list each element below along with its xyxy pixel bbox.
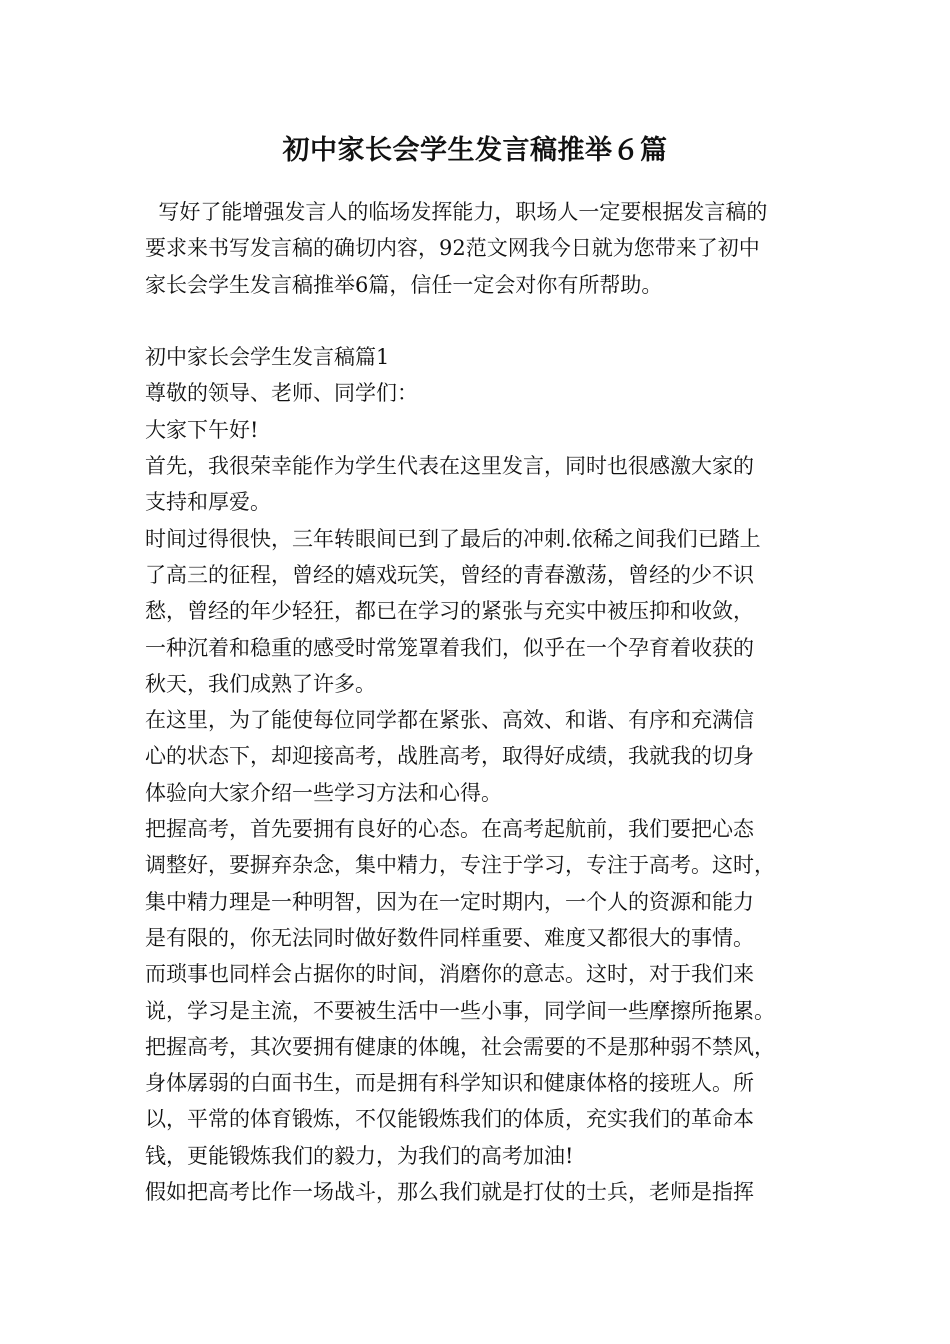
body-line: 时间过得很快，三年转眼间已到了最后的冲刺.依稀之间我们已踏上: [145, 526, 761, 551]
paragraph-spacer: [145, 303, 835, 339]
body-line: 而琐事也同样会占据你的时间，消磨你的意志。这时，对于我们来: [145, 962, 754, 987]
body-line: 支持和厚爱。: [145, 490, 271, 515]
body-line: 以，平常的体育锻炼，不仅能锻炼我们的体质，充实我们的革命本: [145, 1107, 754, 1132]
body-line: 身体孱弱的白面书生，而是拥有科学知识和健康体格的接班人。所: [145, 1071, 754, 1096]
intro-paragraph: [145, 194, 835, 303]
body-line: 集中精力理是一种明智，因为在一定时期内，一个人的资源和能力: [145, 889, 754, 914]
body-line: 心的状态下，却迎接高考，战胜高考，取得好成绩，我就我的切身: [145, 744, 754, 769]
body-line: 钱，更能锻炼我们的毅力，为我们的高考加油!: [145, 1143, 574, 1168]
body-line: 在这里，为了能使每位同学都在紧张、高效、和谐、有序和充满信: [145, 708, 754, 733]
body-line: 首先，我很荣幸能作为学生代表在这里发言，同时也很感激大家的: [145, 454, 754, 479]
intro-line: 写好了能增强发言人的临场发挥能力，职场人一定要根据发言稿的: [145, 200, 768, 224]
body-line: 调整好，要摒弃杂念，集中精力，专注于学习，专注于高考。这时，: [145, 853, 775, 878]
body-line: 一种沉着和稳重的感受时常笼罩着我们，似乎在一个孕育着收获的: [145, 635, 754, 660]
salutation-line: 尊敬的领导、老师、同学们：: [145, 381, 418, 406]
body-line: 体验向大家介绍一些学习方法和心得。: [145, 780, 502, 805]
body-line: 了高三的征程，曾经的嬉戏玩笑，曾经的青春激荡，曾经的少不识: [145, 562, 754, 587]
document-title: 初中家长会学生发言稿推举６篇: [282, 135, 668, 166]
body-line: 秋天，我们成熟了许多。: [145, 671, 376, 696]
body-line: 假如把高考比作一场战斗，那么我们就是打仗的士兵，老师是指挥: [145, 1180, 754, 1205]
body-line: 说，学习是主流，不要被生活中一些小事，同学间一些摩擦所拖累。: [145, 998, 775, 1023]
speech-body: [145, 339, 835, 1210]
intro-line: 家长会学生发言稿推举6篇，信任一定会对你有所帮助。: [145, 272, 663, 297]
section-heading: 初中家长会学生发言稿篇1: [145, 345, 390, 370]
body-line: 把握高考，首先要拥有良好的心态。在高考起航前，我们要把心态: [145, 817, 754, 842]
intro-line: 要求来书写发言稿的确切内容，92范文网我今日就为您带来了初中: [145, 236, 760, 261]
body-line: 愁，曾经的年少轻狂，都已在学习的紧张与充实中被压抑和收敛，: [145, 599, 754, 624]
body-line: 是有限的，你无法同时做好数件同样重要、难度又都很大的事情。: [145, 925, 754, 950]
document-content: [145, 194, 835, 1210]
greeting-line: 大家下午好!: [145, 417, 259, 442]
body-line: 把握高考，其次要拥有健康的体魄，社会需要的不是那种弱不禁风，: [145, 1034, 775, 1059]
